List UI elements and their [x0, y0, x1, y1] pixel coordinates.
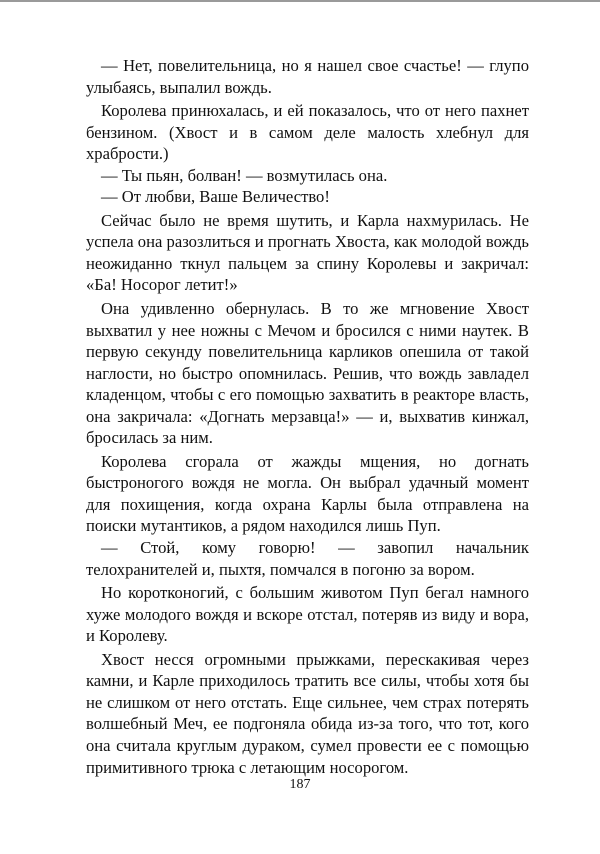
- page-top-edge: [0, 0, 600, 2]
- page-number: 187: [289, 777, 311, 792]
- paragraph-7: Королева сгорала от жажды мщения, но догнать быстроногого вождя не могла. Он выбрал удачный момент для похищения, когда охрана Карлы была отправлена на поиски мутантиков, а рядом находился лишь Пуп.: [86, 451, 529, 536]
- paragraph-5: Сейчас было не время шутить, и Карла нахмурилась. Не успела она разозлиться и прогнать Хвоста, как молодой вождь неожиданно ткнул пальцем за спину Королевы и закричал: «Ба! Носорог летит!»: [86, 210, 529, 295]
- paragraph-10: Хвост несся огромными прыжками, перескакивая через камни, и Карле приходилось тратить все силы, чтобы хотя бы не слишком от него отстать. Еще сильнее, чем страх потерять волшебный Меч, ее подгоняла обида из-за того, что тот, кого она считала круглым дураком, сумел провести ее с помощью примитивного трюка с летающим носорогом.: [86, 649, 529, 777]
- paragraph-1: — Нет, повелительница, но я нашел свое счастье! — глупо улыбаясь, выпалил вождь.: [86, 56, 529, 97]
- paragraph-4: — От любви, Ваше Величество!: [101, 187, 330, 207]
- paragraph-8: — Стой, кому говорю! — завопил начальник телохранителей и, пыхтя, помчался в погоню за вором.: [86, 538, 529, 579]
- book-page-text: [86, 55, 529, 778]
- paragraph-2: Королева принюхалась, и ей показалось, что от него пахнет бензином. (Хвост и в самом деле малость хлебнул для храбрости.): [86, 101, 529, 164]
- paragraph-3: — Ты пьян, болван! — возмутилась она.: [101, 165, 388, 185]
- paragraph-9: Но коротконогий, с большим животом Пуп бегал намного хуже молодого вождя и вскоре отстал, потеряв из виду и вора, и Королеву.: [86, 583, 529, 646]
- paragraph-6: Она удивленно обернулась. В то же мгновение Хвост выхватил у нее ножны с Мечом и бросился с ними наутек. В первую секунду повелительница карликов опешила от такой наглости, но быстро опомнилась. Решив, что вождь завладел кладенцом, чтобы с его помощью захватить в реакторе власть, она закричала: «Догнать мерзавца!» — и, выхватив кинжал, бросилась за ним.: [86, 299, 529, 448]
